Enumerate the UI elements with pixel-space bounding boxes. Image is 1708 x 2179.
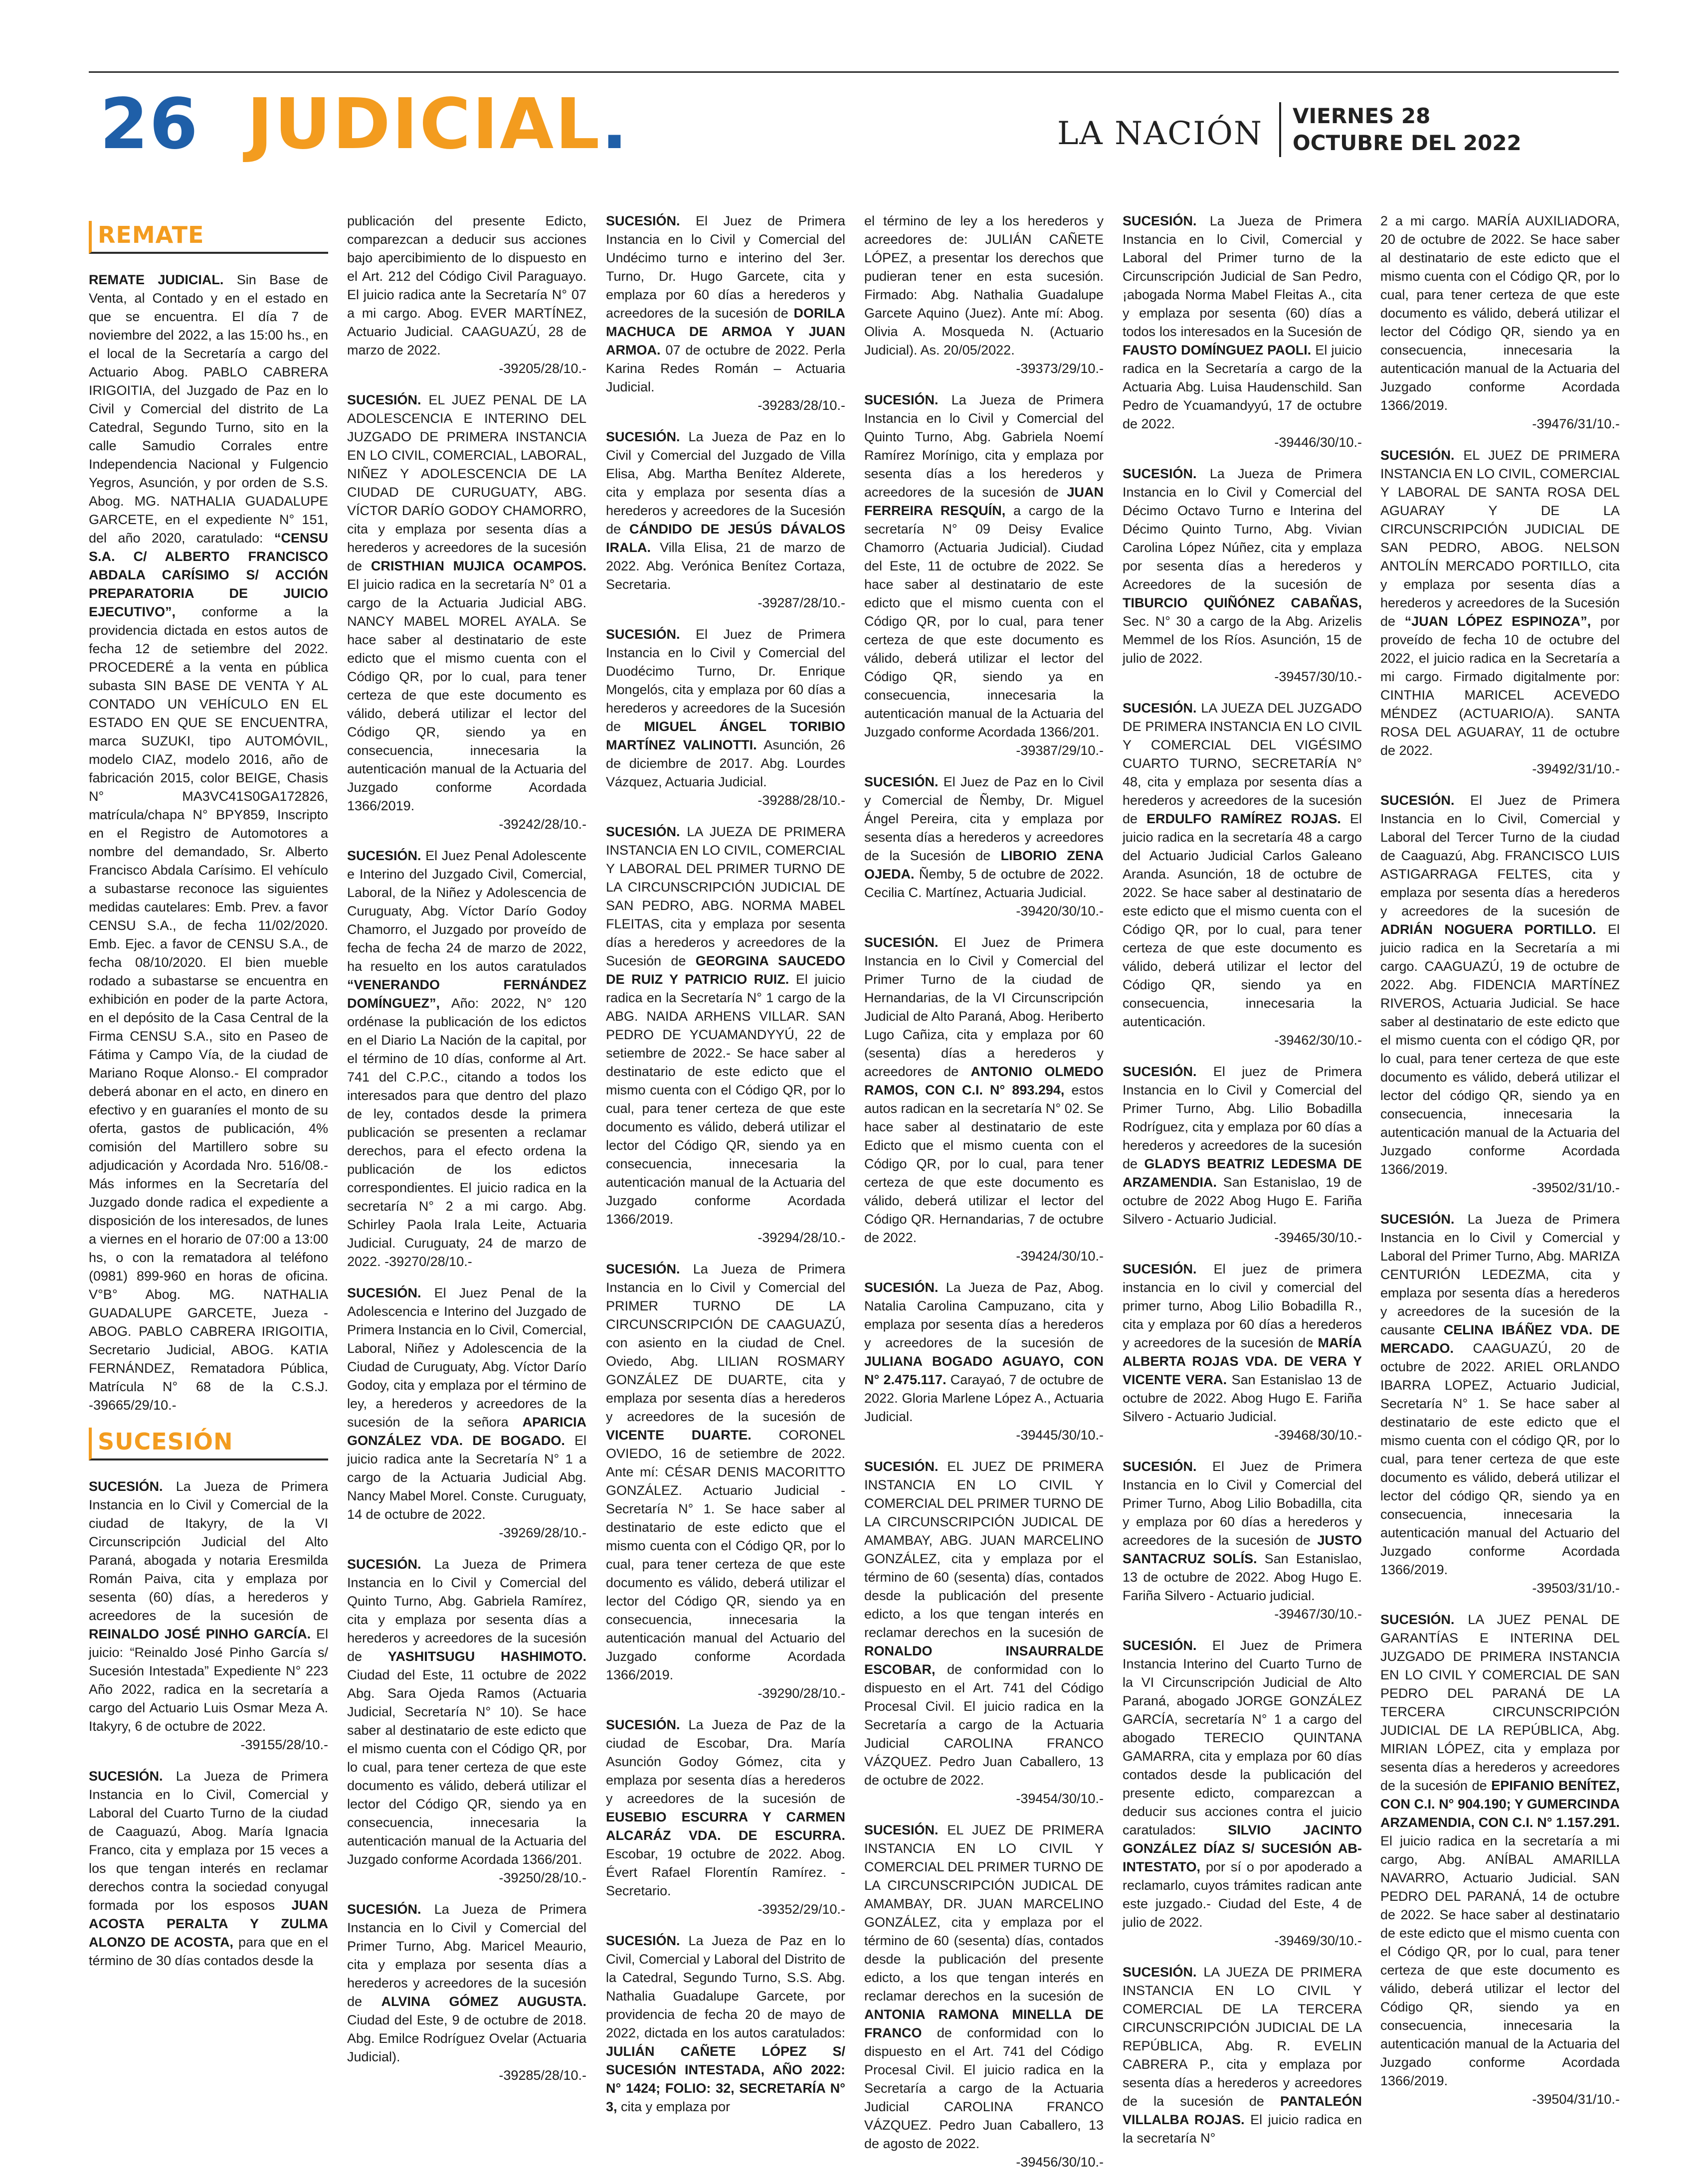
notice-code: -39250/28/10.-: [499, 1870, 586, 1885]
notice-lead: REMATE JUDICIAL.: [89, 272, 224, 287]
legal-notice: [1123, 699, 1362, 1050]
notice-body: La Jueza de Paz, Abog. Natalia Carolina Campuzano, cita y emplaza por sesenta días a herederos y acreedores de la sucesión de: [864, 1280, 1104, 1350]
legal-notice: [1123, 1963, 1362, 2148]
notice-body: La Jueza de Primera Instancia en lo Civil, Comercial y Laboral del Cuarto Turno de la ciudad de Caaguazú, Abog. María Ignacia Franco, cita y emplaza por 15 veces a los que tengan interés en reclamar derechos contra la sociedad conyugal formada por los esposos: [89, 1769, 328, 1913]
notice-code: -39476/31/10.-: [1532, 416, 1620, 431]
legal-notice: [1380, 212, 1620, 433]
notice-name: JULIÁN CAÑETE LÓPEZ S/ SUCESIÓN INTESTADA, AÑO 2022: N° 1424; FOLIO: 32, SECRETARÍA N° 3,: [606, 2044, 845, 2114]
notice-tail: Sec. N° 30 a cargo de la Abg. Arizelis Memmel de los Ríos. Asunción, 15 de julio de 2022.: [1123, 614, 1362, 666]
notice-code: -39445/30/10.-: [1016, 1428, 1104, 1443]
notice-tail: conforme a la providencia dictada en estos autos de fecha 12 de setiembre del 2022. PROCEDERÉ a la venta en pública subasta SIN BASE DE VENTA Y AL CONTADO UN VEHÍCULO EN EL ESTADO EN QUE SE ENCUENTRA, marca SUZUKI, tipo AUTOMÓVIL, modelo CIAZ, modelo 2016, año de fabricación 2015, color BEIGE, Chasis N° MA3VC41S0GA172826, matrícula/chapa N° BPY859, Inscripto en el Registro de Automotores a nombre del demandado, Sr. Alberto Francisco Abdala Carísimo. El vehículo a subastarse reconoce las siguientes medidas cautelares: Emb. Prev. a favor CENSU S.A., de fecha 11/02/2020. Emb. Ejec. a favor de CENSU S.A., de fecha 08/10/2020. El bien mueble rodado a subastarse se encuentra en exhibición en poder de la parte Actora, en el depósito de la Casa Central de la Firma CENSU S.A., sito en Paseo de Fátima y Campo Vía, de la ciudad de Mariano Roque Alonso.- El comprador deberá abonar en el acto, en dinero en efectivo y en guaraníes el monto de su oferta, gastos de publicación, 4% comisión del Martillero sobre su adjudicación y Acordada Nro. 516/08.- Más informes en la Secretaría del Juzgado donde radica el expediente a disposición de los interesados, de lunes a viernes en el horario de 07:00 a 13:00 hs, o con la rematadora al teléfono (0981) 899-960 en horas de oficina. V°B° Abog. MG. NATHALIA GUADALUPE GARCETE, Jueza - ABOG. PABLO CABRERA IRIGOITIA, Secretario Judicial, ABOG. KATIA FERNÁNDEZ, Rematadora Pública, Matrícula N° 68 de la C.S.J. -39665/29/10.-: [89, 604, 328, 1413]
notice-code: -39352/29/10.-: [758, 1902, 845, 1917]
notice-body: El Juez de Primera Instancia en lo Civil y Comercial del Undécimo turno e interino del 3er. Turno, Dr. Hugo Garcete, cita y emplaza por 60 días a herederos y acreedores de la sucesión de: [606, 213, 845, 321]
legal-notice: [606, 1932, 845, 2116]
notice-name: VICENTE DUARTE.: [606, 1428, 752, 1443]
legal-notice: [864, 773, 1104, 920]
legal-notice: [347, 1555, 586, 1887]
notice-body: El juez de Primera Instancia en lo Civil y Comercial del Primer Turno, Abg. Lilio Bobadilla Rodríguez, cita y emplaza por 60 días a herederos y acreedores de la sucesión de: [1123, 1064, 1362, 1171]
notice-tail: Escobar, 19 octubre de 2022. Abog. Évert Rafael Florentín Ramírez. - Secretario.: [606, 1846, 845, 1898]
notice-code: -39269/28/10.-: [499, 1525, 586, 1540]
notice-code: -39155/28/10.-: [240, 1737, 328, 1752]
legal-notice: [606, 1716, 845, 1919]
notice-body: LA JUEZA DEL JUZGADO DE PRIMERA INSTANCIA EN LO CIVIL Y COMERCIAL DEL VIGÉSIMO CUARTO TURNO, SECRETARÍA N° 48, cita y emplaza por sesenta días a herederos y acreedores de la sucesión de: [1123, 701, 1362, 826]
notice-lead: SUCESIÓN.: [1123, 1064, 1197, 1079]
notice-code: -39420/30/10.-: [1016, 904, 1104, 918]
notice-name: MIGUEL ÁNGEL TORIBIO MARTÍNEZ VALINOTTI.: [606, 719, 845, 752]
notice-lead: SUCESIÓN.: [1123, 701, 1197, 716]
section-heading: SUCESIÓN: [89, 1428, 328, 1460]
notice-code: -39446/30/10.-: [1274, 435, 1362, 450]
notice-code: -39504/31/10.-: [1532, 2092, 1620, 2107]
notice-lead: SUCESIÓN.: [347, 1902, 421, 1917]
notice-name: JUAN FERREIRA RESQUÍN,: [864, 485, 1104, 518]
notice-lead: SUCESIÓN.: [606, 429, 680, 444]
notice-tail: de conformidad con lo dispuesto en el Art. 741 del Código Procesal Civil. El juicio radica en la Secretaría a cargo de la Actuaria Judicial CAROLINA FRANCO VÁZQUEZ. Pedro Juan Caballero, 13 de octubre de 2022.: [864, 1662, 1104, 1788]
top-rule: [89, 71, 1619, 73]
legal-notice: [1123, 212, 1362, 452]
legal-notice: [606, 625, 845, 810]
notice-body: LA JUEZA DE PRIMERA INSTANCIA EN LO CIVIL, COMERCIAL Y LABORAL DEL PRIMER TURNO DE LA CIRCUNSCRIPCIÓN JUDICIAL DE SAN PEDRO, ABG. NORMA MABEL FLEITAS, cita y emplaza por sesenta días a herederos y acreedores de la Sucesión de: [606, 824, 845, 968]
notice-code: -39373/29/10.-: [1016, 361, 1104, 376]
legal-notice: [864, 1278, 1104, 1445]
page-number: 26: [100, 84, 199, 165]
newspaper-logo: LA NACIÓN: [1057, 115, 1263, 152]
notice-tail: CORONEL OVIEDO, 16 de setiembre de 2022. Ante mí: CÉSAR DENIS MACORITTO GONZÁLEZ. Actuario Judicial - Secretaría N° 1. Se hace saber al destinatario de este edicto que el mismo cuenta con el Código QR, por lo cual, para tener certeza de que este documento es válido, deberá utilizar el lector del Código QR, siendo ya en consecuencia, innecesaria la autenticación manual del Actuario del Juzgado conforme Acordada 1366/2019.: [606, 1428, 845, 1682]
notice-name: “VENERANDO FERNÁNDEZ DOMÍNGUEZ”,: [347, 977, 586, 1011]
legal-notice: [1380, 791, 1620, 1197]
column-1: [89, 212, 328, 2147]
notice-tail: El juicio radica en la secretaría a mi cargo, Abg. ANÍBAL AMARILLA NAVARRO, Actuario Judicial. SAN PEDRO DEL PARANÁ, 14 de octubre de 2022. Se hace saber al destinatario de este edicto que el mismo cuenta con el Código QR, por lo cual, para tener certeza de que este documento es válido, deberá utilizar el lector del Código QR, siendo ya en consecuencia, innecesaria la autenticación manual de la Actuaria del Juzgado conforme Acordada 1366/2019.: [1380, 1833, 1620, 2088]
legal-notice: [864, 933, 1104, 1266]
notice-body: El Juez de Paz en lo Civil y Comercial de Ñemby, Dr. Miguel Ángel Pereira, cita y emplaza por sesenta días a herederos y acreedores de la Sucesión de: [864, 774, 1104, 863]
notice-tail: cita y emplaza por: [621, 2099, 731, 2114]
legal-notice: [1123, 1457, 1362, 1624]
notice-body: EL JUEZ DE PRIMERA INSTANCIA EN LO CIVIL, COMERCIAL Y LABORAL DE SANTA ROSA DEL AGUARAY Y DE LA CIRCUNSCRIPCIÓN JUDICIAL DE SAN PEDRO, ABOG. NELSON ANTOLÍN MERCADO PORTILLO, cita y emplaza por sesenta días a herederos y acreedores de la Sucesión de: [1380, 448, 1620, 629]
notice-body: 2 a mi cargo. MARÍA AUXILIADORA, 20 de octubre de 2022. Se hace saber al destinatario de este edicto que el mismo cuenta con el Código QR, por lo cual, para tener certeza de que este documento es válido, deberá utilizar el lector del Código QR, siendo ya en consecuencia, innecesaria la autenticación manual de la Actuaria del Juzgado conforme Acordada 1366/2019.: [1380, 213, 1620, 413]
notice-code: -39462/30/10.-: [1274, 1033, 1362, 1048]
notice-code: -39502/31/10.-: [1532, 1180, 1620, 1195]
notice-code: -39503/31/10.-: [1532, 1581, 1620, 1596]
notice-name: LIBORIO ZENA OJEDA.: [864, 848, 1104, 882]
legal-notice: [606, 823, 845, 1247]
notice-name: SILVIO JACINTO GONZÁLEZ DÍAZ S/ SUCESIÓN AB-INTESTATO,: [1123, 1822, 1362, 1874]
notice-body: EL JUEZ DE PRIMERA INSTANCIA EN LO CIVIL Y COMERCIAL DEL PRIMER TURNO DE LA CIRCUNSCRIPCIÓN JUDICAL DE AMAMBAY, ABG. JUAN MARCELINO GONZÁLEZ, cita y emplaza por el término de 60 (sesenta) días, contados desde la publicación del presente edicto, a los que tengan interés en reclamar derechos en la sucesión de: [864, 1459, 1104, 1640]
page-header: [100, 85, 1626, 165]
notice-body: El Juez de Primera Instancia Interino del Cuarto Turno de la VI Circunscripción Judicial de Alto Paraná, abogado JORGE GONZÁLEZ GARCÍA, secretaría N° 1 a cargo del abogado TERECIO QUINTANA GAMARRA, cita y emplaza por 60 días contados desde la publicación del presente edicto, comparezcan a deducir sus acciones contra el juicio caratulados:: [1123, 1638, 1362, 1837]
notice-tail: a cargo de la secretaría N° 09 Deisy Evalice Chamorro (Actuaria Judicial). Ciudad del Este, 11 de octubre de 2022. Se hace saber al destinatario de este edicto que el mismo cuenta con el Código QR, por lo cual, para tener certeza de que este documento es válido, deberá utilizar el lector del Código QR, siendo ya en consecuencia, innecesaria la autenticación manual de la Actuaria del Juzgado conforme Acordada 1366/201.: [864, 503, 1104, 739]
notice-name: JUAN ACOSTA PERALTA Y ZULMA ALONZO DE ACOSTA,: [89, 1898, 328, 1950]
notice-lead: SUCESIÓN.: [1380, 448, 1455, 463]
notice-name: TIBURCIO QUIÑÓNEZ CABAÑAS,: [1123, 595, 1362, 610]
notice-code: -39457/30/10.-: [1274, 669, 1362, 684]
legal-notice: [1123, 465, 1362, 686]
notice-tail: estos autos radican en la secretaría N° 02. Se hace saber al destinatario de este Edicto que el mismo cuenta con el Código QR, por lo cual, para tener certeza de que este documento es válido, deberá utilizar el lector del Código QR. Hernandarias, 7 de octubre de 2022.: [864, 1083, 1104, 1245]
notice-lead: SUCESIÓN.: [864, 1459, 939, 1474]
notice-lead: SUCESIÓN.: [1380, 793, 1455, 808]
notice-name: CELINA IBÁÑEZ VDA. DE MERCADO.: [1380, 1322, 1620, 1356]
notice-body: La Jueza de Paz en lo Civil y Comercial del Juzgado de Villa Elisa, Abg. Martha Benítez Alderete, cita y emplaza por sesenta días a herederos y acreedores de la Sucesión de: [606, 429, 845, 537]
notice-body: LA JUEZA DE PRIMERA INSTANCIA EN LO CIVIL Y COMERCIAL DE LA TERCERA CIRCUNSCRIPCIÓN JUDICIAL DE LA REPÚBLICA, Abg. R. EVELIN CABRERA P., cita y emplaza por sesenta días a herederos y acreedores de la sucesión de: [1123, 1965, 1362, 2109]
notice-body: La Jueza de Primera Instancia en lo Civil, Comercial y Laboral del Primer turno de la Circunscripción Judicial de San Pedro, ¡abogada Norma Mabel Fleitas A., cita y emplaza por sesenta (60) días a todos los interesados en la Sucesión de: [1123, 213, 1362, 339]
notice-lead: SUCESIÓN.: [606, 213, 680, 228]
notice-body: El Juez de Primera Instancia en lo Civil y Comercial del Primer Turno, Abog Lilio Bobadilla, cita y emplaza por 60 días a herederos y acreedores de la sucesión de: [1123, 1459, 1362, 1548]
legal-notice: [1123, 1260, 1362, 1445]
notice-name: JULIANA BOGADO AGUAYO, CON N° 2.475.117.: [864, 1354, 1104, 1387]
notice-tail: El juicio radica ante la Secretaría N° 1 a cargo de la Actuaria Judicial Abg. Nancy Mabel Morel. Conste. Curuguaty, 14 de octubre de 2022.: [347, 1433, 586, 1522]
notice-lead: SUCESIÓN.: [606, 1262, 680, 1276]
notice-lead: SUCESIÓN.: [89, 1479, 163, 1494]
notice-name: YASHITSUGU HASHIMOTO.: [387, 1649, 586, 1664]
notice-name: GLADYS BEATRIZ LEDESMA DE ARZAMENDIA.: [1123, 1156, 1362, 1190]
legal-notice: [864, 391, 1104, 760]
notice-body: La Jueza de Paz en lo Civil, Comercial y Laboral del Distrito de la Catedral, Segundo Turno, S.S. Abg. Nathalia Guadalupe Garcete, por providencia de fecha 20 de mayo de 2022, dictada en los autos caratulados:: [606, 1933, 845, 2040]
notice-name: JUSTO SANTACRUZ SOLÍS.: [1123, 1533, 1362, 1566]
column-4: [864, 212, 1104, 2170]
legal-notice: [347, 212, 586, 378]
notice-tail: 07 de octubre de 2022. Perla Karina Redes Román – Actuaria Judicial.: [606, 343, 845, 394]
notice-body: La Jueza de Primera Instancia en lo Civil y Comercial del Primer Turno, Abg. Maricel Meaurio, cita y emplaza por sesenta días a herederos y acreedores de la sucesión de: [347, 1902, 586, 2009]
legal-notice: [1123, 1636, 1362, 1950]
notice-name: GEORGINA SAUCEDO DE RUIZ Y PATRICIO RUIZ.: [606, 953, 845, 987]
notice-lead: SUCESIÓN.: [347, 1285, 421, 1300]
notice-body: El Juez de Primera Instancia en lo Civil y Comercial del Duodécimo Turno, Dr. Enrique Mongelós, cita y emplaza por 60 días a herederos y acreedores de la Sucesión de: [606, 627, 845, 734]
section-heading: REMATE: [89, 221, 328, 254]
notice-tail: El juicio radica en la Secretaría a mi cargo. CAAGUAZÚ, 19 de octubre de 2022. Abg. FIDENCIA MARTÍNEZ RIVEROS, Actuaria Judicial. Se hace saber al destinatario de este edicto que el mismo cuenta con el código QR, por lo cual, para tener certeza de que este documento es válido, deberá utilizar el lector del código QR, siendo ya en consecuencia, innecesaria la autenticación manual de la Actuaria del Juzgado conforme Acordada 1366/2019.: [1380, 922, 1620, 1177]
notice-tail: San Estanislao, 19 de octubre de 2022 Abog Hugo E. Fariña Silvero - Actuario Judicial.: [1123, 1175, 1362, 1227]
notice-name: FAUSTO DOMÍNGUEZ PAOLI.: [1123, 343, 1312, 358]
legal-notice: [864, 1821, 1104, 2172]
notice-tail: San Estanislao, 13 de octubre de 2022. Abog Hugo E. Fariña Silvero - Actuario judicial.: [1123, 1551, 1362, 1603]
notice-code: -39467/30/10.-: [1274, 1607, 1362, 1622]
notice-lead: SUCESIÓN.: [89, 1769, 163, 1784]
notice-code: -39288/28/10.-: [758, 793, 845, 808]
notice-name: CÁNDIDO DE JESÚS DÁVALOS IRALA.: [606, 522, 845, 555]
notice-body: La Jueza de Primera Instancia en lo Civil y Comercial y Laboral del Primer Turno, Abg. MARIZA CENTURIÓN LEDEZMA, cita y emplaza por sesenta días a herederos y acreedores de la sucesión de la causante: [1380, 1212, 1620, 1337]
notice-name: ERDULFO RAMÍREZ ROJAS.: [1146, 811, 1341, 826]
notice-name: PANTALEÓN VILLALBA ROJAS.: [1123, 2094, 1362, 2127]
notice-name: MARÍA ALBERTA ROJAS VDA. DE VERA Y VICENTE VERA.: [1123, 1335, 1362, 1387]
notice-name: APARICIA GONZÁLEZ VDA. DE BOGADO.: [347, 1415, 586, 1448]
notice-name: “JUAN LÓPEZ ESPINOZA”,: [1404, 614, 1591, 629]
notice-code: -39205/28/10.-: [499, 361, 586, 376]
notice-code: -39294/28/10.-: [758, 1230, 845, 1245]
notice-lead: SUCESIÓN.: [606, 1717, 680, 1732]
notice-name: ALVINA GÓMEZ AUGUSTA.: [381, 1994, 586, 2009]
column-5: [1123, 212, 1362, 2147]
notice-body: La Jueza de Primera Instancia en lo Civil y Comercial de la ciudad de Itakyry, de la VI Circunscripción Judicial del Alto Paraná, abogada y notaria Eresmilda Román Paiva, cita y emplaza por sesenta (60) días, a herederos y acreedores de la sucesión de: [89, 1479, 328, 1623]
notice-lead: SUCESIÓN.: [1123, 1459, 1197, 1474]
notice-body: La Jueza de Primera Instancia en lo Civil y Comercial del PRIMER TURNO DE LA CIRCUNSCRIPCIÓN DE CAAGUAZÚ, con asiento en la ciudad de Cnel. Oviedo, Abg. LILIAN ROSMARY GONZÁLEZ DE DUARTE, cita y emplaza por sesenta días a herederos y acreedores de la sucesión de: [606, 1262, 845, 1424]
legal-notice: [606, 1260, 845, 1703]
notice-body: La Jueza de Paz de la ciudad de Escobar, Dra. María Asunción Godoy Gómez, cita y emplaza por sesenta días a herederos y acreedores de la sucesión de: [606, 1717, 845, 1806]
notice-code: -39242/28/10.-: [499, 817, 586, 832]
notice-tail: Ñemby, 5 de octubre de 2022. Cecilia C. Martínez, Actuaria Judicial.: [864, 867, 1104, 900]
notice-lead: SUCESIÓN.: [864, 774, 939, 789]
notice-code: -39469/30/10.-: [1274, 1933, 1362, 1948]
section-title: [247, 85, 629, 165]
notice-body: Sin Base de Venta, al Contado y en el estado en que se encuentra. El día 7 de noviembre del 2022, a las 15:00 hs., en el local de la Secretaría a cargo del Actuario Abog. PABLO CABRERA IRIGOITIA, del Juzgado de Paz en lo Civil y Comercial del distrito de La Catedral, Segundo Turno, sito en la calle Samudio Corrales entre Independencia Nacional y Fulgencio Yegros, Asunción, y por orden de S.S. Abog. MG. NATHALIA GUADALUPE GARCETE, en el expediente N° 151, del año 2020, caratulado:: [89, 272, 328, 545]
issue-date: [1293, 103, 1521, 157]
legal-notice: [1380, 1611, 1620, 2109]
notice-code: -39424/30/10.-: [1016, 1249, 1104, 1264]
notice-name: “CENSU S.A. C/ ALBERTO FRANCISCO ABDALA CARÍSIMO S/ ACCIÓN PREPARATORIA DE JUICIO EJECUTIVO”,: [89, 531, 328, 619]
notice-code: -39387/29/10.-: [1016, 743, 1104, 758]
notice-columns: [89, 212, 1620, 2170]
notice-lead: SUCESIÓN.: [864, 935, 939, 950]
column-6: [1380, 212, 1620, 2147]
notice-lead: SUCESIÓN.: [864, 1280, 939, 1295]
notice-body: EL JUEZ PENAL DE LA ADOLESCENCIA E INTERINO DEL JUZGADO DE PRIMERA INSTANCIA EN LO CIVIL, COMERCIAL, LABORAL, NIÑEZ Y ADOLESCENCIA DE LA CIUDAD DE CURUGUATY, ABG. VÍCTOR DARÍO GODOY CHAMORRO, cita y emplaza por sesenta días a herederos y acreedores de la sucesión de: [347, 392, 586, 573]
notice-body: LA JUEZ PENAL DE GARANTÍAS E INTERINA DEL JUZGADO DE PRIMERA INSTANCIA EN LO CIVIL Y COMERCIAL DE SAN PEDRO DEL PARANÁ DE LA TERCERA CIRCUNSCRIPCIÓN JUDICIAL DE LA REPÚBLICA, Abg. MIRIAN LÓPEZ, cita y emplaza por sesenta días a herederos y acreedores de la sucesión de: [1380, 1612, 1620, 1793]
notice-lead: SUCESIÓN.: [1380, 1212, 1455, 1227]
legal-notice: [1123, 1063, 1362, 1247]
notice-tail: Año: 2022, N° 120 ordénase la publicación de los edictos en el Diario La Nación de la capital, por el término de 10 días, conforme al Art. 741 del C.P.C., citando a todos los interesados para que dentro del plazo de ley, contados desde la primera publicación se presenten a reclamar derechos, para el efecto ordena la publicación de los edictos correspondientes. El juicio radica en la secretaría N° 2 a mi cargo. Abg. Schirley Paola Irala Leite, Actuaria Judicial. Curuguaty, 24 de marzo de 2022. -39270/28/10.-: [347, 996, 586, 1269]
notice-lead: SUCESIÓN.: [1123, 1638, 1197, 1653]
notice-lead: SUCESIÓN.: [606, 824, 680, 839]
notice-name: ANTONIO OLMEDO RAMOS, CON C.I. N° 893.294,: [864, 1064, 1104, 1097]
legal-notice: [1380, 446, 1620, 778]
notice-name: ANTONIA RAMONA MINELLA DE FRANCO: [864, 2007, 1104, 2040]
notice-tail: por proveído de fecha 10 de octubre del 2022, el juicio radica en la Secretaría a mi cargo. Firmado digitalmente por: CINTHIA MARICEL ACEVEDO MÉNDEZ (ACTUARIO/A). SANTA ROSA DEL AGUARAY, 11 de octubre de 2022.: [1380, 614, 1620, 758]
notice-tail: El juicio radica en la secretaría 48 a cargo del Actuario Judicial Carlos Galeano Aranda. Asunción, 18 de octubre de 2022. Se hace saber al destinatario de este edicto que el mismo cuenta con el Código QR, por lo cual, para tener certeza de que este documento es válido, deberá utilizar el lector del Código QR, siendo ya en consecuencia, innecesaria la autenticación.: [1123, 811, 1362, 1029]
notice-name: DORILA MACHUCA DE ARMOA Y JUAN ARMOA.: [606, 306, 845, 358]
notice-body: La Jueza de Primera Instancia en lo Civil y Comercial del Quinto Turno, Abg. Gabriela Ramírez, cita y emplaza por sesenta días a herederos y acreedores de la sucesión de: [347, 1557, 586, 1664]
notice-name: RONALDO INSAURRALDE ESCOBAR,: [864, 1643, 1104, 1677]
notice-code: -39492/31/10.-: [1532, 761, 1620, 776]
notice-tail: El juicio radica en la secretaría N° 01 a cargo de la Actuaria Judicial ABG. NANCY MABEL MOREL AYALA. Se hace saber al destinatario de este edicto que el mismo cuenta con el Código QR, por lo cual, para tener certeza de que este documento es válido, deberá utilizar el lector del Código QR, siendo ya en consecuencia, innecesaria la autenticación manual de la Actuaria del Juzgado conforme Acordada 1366/2019.: [347, 577, 586, 813]
legal-notice: [606, 212, 845, 415]
notice-code: -39285/28/10.-: [499, 2068, 586, 2083]
notice-body: EL JUEZ DE PRIMERA INSTANCIA EN LO CIVIL Y COMERCIAL DEL PRIMER TURNO DE LA CIRCUNSCRIPCIÓN JUDICAL DE AMAMBAY, DR. JUAN MARCELINO GONZÁLEZ, cita y emplaza por el término de 60 (sesenta) días, contados desde la publicación del presente edicto, a los que tengan interés en reclamar derechos en la sucesión de: [864, 1822, 1104, 2003]
legal-notice: [347, 391, 586, 834]
notice-lead: SUCESIÓN.: [1123, 1965, 1197, 1980]
notice-tail: CAAGUAZÚ, 20 de octubre de 2022. ARIEL ORLANDO IBARRA LOPEZ, Actuario Judicial, Secretaría N° 1. Se hace saber al destinatario de este edicto que el mismo cuenta con el código QR, por lo cual, para tener certeza de que este documento es válido, deberá utilizar el lector del código QR, siendo ya en consecuencia, innecesaria la autenticación manual del Actuario del Juzgado conforme Acordada 1366/2019.: [1380, 1341, 1620, 1577]
notice-name: ADRIÁN NOGUERA PORTILLO.: [1380, 922, 1596, 937]
legal-notice: [347, 1900, 586, 2085]
notice-lead: SUCESIÓN.: [864, 1822, 939, 1837]
column-2: [347, 212, 586, 2147]
header-divider: [1279, 102, 1281, 157]
notice-tail: El juicio: “Reinaldo José Pinho García s/ Sucesión Intestada” Expediente N° 223 Año 2022, radica en la secretaría a cargo del Actuario Luis Osmar Meza A. Itakyry, 6 de octubre de 2022.: [89, 1627, 328, 1734]
notice-lead: SUCESIÓN.: [347, 392, 421, 407]
notice-tail: El juicio radica en la Secretaría a cargo de la Actuaria Abg. Luisa Haudenschild. San Pedro de Ycuamandyyú, 17 de octubre de 2022.: [1123, 343, 1362, 431]
notice-tail: Carayaó, 7 de octubre de 2022. Gloria Marlene López A., Actuaria Judicial.: [864, 1372, 1104, 1424]
notice-tail: de conformidad con lo dispuesto en el Art. 741 del Código Procesal Civil. El juicio radica en la Secretaría a cargo de la Actuaria Judicial CAROLINA FRANCO VÁZQUEZ. Pedro Juan Caballero, 13 de agosto de 2022.: [864, 2025, 1104, 2151]
notice-tail: por sí o por apoderado a reclamarlo, cuyos trámites radican ante este juzgado.- Ciudad del Este, 4 de julio de 2022.: [1123, 1859, 1362, 1930]
notice-name: CRISTHIAN MUJICA OCAMPOS.: [371, 558, 586, 573]
legal-notice: [864, 1457, 1104, 1808]
notice-code: -39290/28/10.-: [758, 1686, 845, 1701]
notice-body: el término de ley a los herederos y acreedores de: JULIÁN CAÑETE LÓPEZ, a presentar los derechos que pudieran tener en esta sucesión. Firmado: Abg. Nathalia Guadalupe Garcete Aquino (Juez). Ante mí: Abog. Olivia A. Mosqueda N. (Actuario Judicial). As. 20/05/2022.: [864, 213, 1104, 358]
legal-notice: [89, 271, 328, 1415]
column-3: [606, 212, 845, 2147]
legal-notice: [347, 1284, 586, 1542]
notice-body: El Juez Penal de la Adolescencia e Interino del Juzgado de Primera Instancia en lo Civil, Comercial, Laboral, Niñez y Adolescencia de la Ciudad de Curuguaty, Abg. Víctor Darío Godoy, cita y emplaza por el término de ley, a herederos y acreedores de la sucesión de la señora: [347, 1285, 586, 1430]
notice-code: -39468/30/10.-: [1274, 1428, 1362, 1443]
notice-body: La Jueza de Primera Instancia en lo Civil y Comercial del Quinto Turno, Abg. Gabriela Noemí Ramírez Morínigo, cita y emplaza por sesenta días a los herederos y acreedores de la sucesión de: [864, 392, 1104, 500]
notice-tail: El juicio radica en la Secretaría N° 1 cargo de la ABG. NAIDA ARHENS VILLAR. SAN PEDRO DE YCUAMANDYYÚ, 22 de setiembre de 2022.- Se hace saber al destinatario de este edicto que el mismo cuenta con el Código QR, por lo cual, para tener certeza de que este documento es válido, deberá utilizar el lector del Código QR, siendo ya en consecuencia, innecesaria la autenticación manual de la Actuaria del Juzgado conforme Acordada 1366/2019.: [606, 972, 845, 1227]
notice-lead: SUCESIÓN.: [606, 1933, 680, 1948]
notice-lead: SUCESIÓN.: [347, 848, 421, 863]
legal-notice: [864, 212, 1104, 378]
notice-code: -39454/30/10.-: [1016, 1791, 1104, 1806]
notice-lead: SUCESIÓN.: [606, 627, 680, 642]
notice-lead: SUCESIÓN.: [1123, 213, 1197, 228]
notice-body: El juez de primera instancia en lo civil y comercial del primer turno, Abog Lilio Bobadilla R., cita y emplaza por 60 días a herederos y acreedores de la sucesión de: [1123, 1262, 1362, 1350]
issue-date-month: OCTUBRE DEL 2022: [1293, 131, 1521, 155]
legal-notice: [89, 1477, 328, 1754]
notice-tail: El juicio radica en la secretaría N°: [1123, 2112, 1362, 2146]
notice-body: La Jueza de Primera Instancia en lo Civil y Comercial del Décimo Octavo Turno e Interina del Décimo Quinto Turno, Abg. Vivian Carolina López Núñez, cita y emplaza por sesenta días a herederos y Acreedores de la sucesión de: [1123, 466, 1362, 592]
notice-body: publicación del presente Edicto, comparezcan a deducir sus acciones bajo apercibimiento de lo dispuesto en el Art. 212 del Código Civil Paraguayo. El juicio radica ante la Secretaría N° 07 a mi cargo. Abog. EVER MARTÍNEZ, Actuario Judicial. CAAGUAZÚ, 28 de marzo de 2022.: [347, 213, 586, 358]
legal-notice: [89, 1767, 328, 1970]
notice-tail: Ciudad del Este, 9 de octubre de 2018. Abg. Emilce Rodríguez Ovelar (Actuaria Judicial).: [347, 2012, 586, 2064]
legal-notice: [1380, 1210, 1620, 1598]
notice-tail: Villa Elisa, 21 de marzo de 2022. Abg. Verónica Benítez Cortaza, Secretaria.: [606, 540, 845, 592]
notice-body: El Juez Penal Adolescente e Interino del Juzgado Civil, Comercial, Laboral, de la Niñez y Adolescencia de Curuguaty, Abg. Víctor Darío Godoy Chamorro, el Juzgado por proveído de fecha de fecha 24 de marzo de 2022, ha resuelto en los autos caratulados: [347, 848, 586, 974]
notice-tail: San Estanislao 13 de octubre de 2022. Abog Hugo E. Fariña Silvero - Actuario Judicial.: [1123, 1372, 1362, 1424]
notice-body: El Juez de Primera Instancia en lo Civil y Comercial del Primer Turno de la ciudad de Hernandarias, de la VI Circunscripción Judicial de Alto Paraná, Abog. Heriberto Lugo Cañiza, cita y emplaza por 60 (sesenta) días a herederos y acreedores de: [864, 935, 1104, 1079]
notice-lead: SUCESIÓN.: [864, 392, 939, 407]
issue-date-day: VIERNES 28: [1293, 104, 1431, 128]
section-title-dot: .: [601, 84, 629, 165]
notice-name: EUSEBIO ESCURRA Y CARMEN ALCARÁZ VDA. DE ESCURRA.: [606, 1810, 845, 1843]
notice-code: -39287/28/10.-: [758, 595, 845, 610]
notice-lead: SUCESIÓN.: [347, 1557, 421, 1572]
notice-tail: Asunción, 26 de diciembre de 2017. Abg. Lourdes Vázquez, Actuaria Judicial.: [606, 737, 846, 789]
notice-tail: Ciudad del Este, 11 octubre de 2022 Abg. Sara Ojeda Ramos (Actuaria Judicial, Secretaría N° 10). Se hace saber al destinatario de este edicto que el mismo cuenta con el Código QR, por lo cual, para tener certeza de que este documento es válido, deberá utilizar el lector del Código QR, siendo ya en consecuencia, innecesaria la autenticación manual de la Actuaria del Juzgado conforme Acordada 1366/201.: [347, 1667, 586, 1867]
notice-name: REINALDO JOSÉ PINHO GARCÍA.: [89, 1627, 311, 1641]
notice-body: El Juez de Primera Instancia en lo Civil, Comercial y Laboral del Tercer Turno de la ciudad de Caaguazú, Abg. FRANCISCO LUIS ASTIGARRAGA FELTES, cita y emplaza por sesenta días a herederos y acreedores de la sucesión de: [1380, 793, 1620, 918]
legal-notice: [347, 847, 586, 1271]
notice-code: -39465/30/10.-: [1274, 1230, 1362, 1245]
notice-name: EPIFANIO BENÍTEZ, CON C.I. N° 904.190; Y GUMERCINDA ARZAMENDIA, CON C.I. N° 1.157.291.: [1380, 1778, 1620, 1830]
notice-lead: SUCESIÓN.: [1123, 1262, 1197, 1276]
section-title-text: JUDICIAL: [247, 84, 601, 165]
notice-tail: para que en el término de 30 días contados desde la: [89, 1935, 328, 1968]
notice-code: -39283/28/10.-: [758, 398, 845, 413]
notice-lead: SUCESIÓN.: [1380, 1612, 1455, 1627]
notice-lead: SUCESIÓN.: [1123, 466, 1197, 481]
notice-code: -39456/30/10.-: [1016, 2155, 1104, 2170]
legal-notice: [606, 428, 845, 612]
